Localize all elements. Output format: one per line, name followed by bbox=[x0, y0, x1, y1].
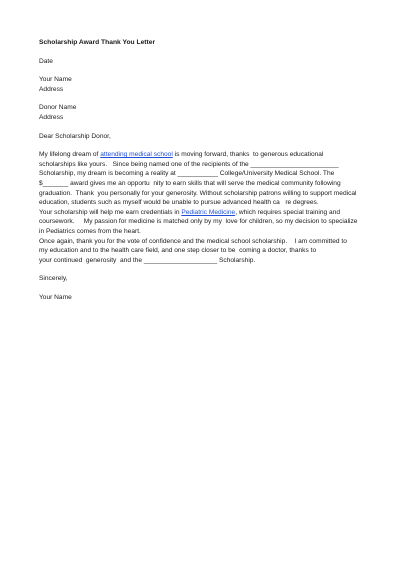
date: Date bbox=[39, 57, 53, 65]
donor-block bbox=[39, 103, 373, 122]
body-text-1: My lifelong dream of bbox=[39, 151, 101, 159]
body-text-2: is moving forward, thanks to generous educational scholarships like yours. Since being named one of the recipients of the ________________________ Scholarship, my dream is becoming a reality at ___________ College/University Medical School. The $_______ award gives me an opportu nity to earn skills that will serve the medical community following graduation. Thank you personally for your generosity. Without scholarship patrons willing to support medical education, students such as myself would be unable to pursue advanced health ca re degrees. Your scholarship will help me earn credentials in bbox=[39, 151, 357, 216]
body-paragraph bbox=[39, 150, 373, 265]
signature: Your Name bbox=[39, 293, 72, 301]
closing: Sincerely, bbox=[39, 275, 68, 283]
body-text-3: , which requires special training and coursework. My passion for medicine is matched only by my love for children, so my decision to specialize in Pediatrics comes from the heart. Once again, thank you for the vote of confidence and the medical school scholarship. I am committed to my education and to the health care field, and one step closer to be coming a doctor, thanks to your continued generosity and the ____________________ Scholarship. bbox=[39, 208, 358, 264]
sender-address: Address bbox=[39, 85, 64, 93]
letter-title: Scholarship Award Thank You Letter bbox=[39, 39, 156, 46]
pediatric-medicine-link[interactable]: Pediatric Medicine bbox=[181, 208, 236, 216]
sender-block bbox=[39, 75, 373, 94]
date-line bbox=[39, 57, 373, 67]
donor-address: Address bbox=[39, 113, 64, 121]
attending-medical-school-link[interactable]: attending medical school bbox=[100, 151, 173, 159]
salutation: Dear Scholarship Donor, bbox=[39, 132, 111, 140]
donor-name: Donor Name bbox=[39, 104, 77, 112]
sender-name: Your Name bbox=[39, 76, 72, 84]
